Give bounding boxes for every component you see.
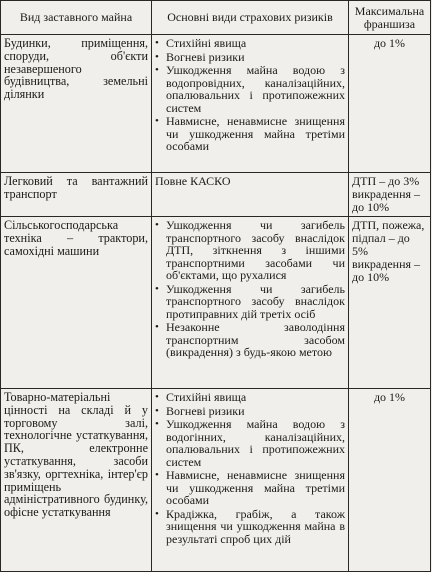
- risk-list: [155, 37, 345, 153]
- risk-text: Навмисне, ненавмисне знищення чи ушкодження майна третіми особами: [166, 468, 345, 507]
- franchise-cell: ДТП, пожежа, підпал – до 5% викрадення – до 10%: [349, 217, 431, 389]
- collateral-type-cell: Будинки, приміщення, споруди, об'єкти незавершеного будівництва, земельні ділянки: [1, 35, 152, 173]
- list-item: [155, 219, 345, 282]
- list-item: [155, 51, 345, 64]
- bullet-icon: •: [155, 50, 159, 63]
- table-row: [1, 389, 431, 572]
- bullet-icon: •: [155, 404, 159, 417]
- bullet-icon: •: [155, 37, 159, 49]
- risk-text: Навмисне, ненавмисне знищення чи ушкодження майна третіми особами: [166, 114, 345, 153]
- list-item: [155, 321, 345, 359]
- bullet-icon: •: [155, 469, 159, 481]
- franchise-cell: до 1%: [349, 389, 431, 572]
- collateral-type-cell: Легковий та вантажний транспорт: [1, 173, 152, 217]
- bullet-icon: •: [155, 507, 159, 520]
- risks-cell: [152, 217, 349, 389]
- risks-cell: [152, 35, 349, 173]
- bullet-icon: •: [155, 321, 159, 333]
- risk-text: Стихійні явища: [166, 390, 247, 404]
- list-item: [155, 37, 345, 50]
- list-item: [155, 283, 345, 321]
- list-item: [155, 64, 345, 114]
- risk-text: Ушкодження майна водою з водопровідних, каналізаційних, опалювальних і протипожежних систем: [166, 63, 345, 115]
- risk-text: Ушкодження майна водою з водогінних, каналізаційних, опалювальних і протипожежних систем: [166, 417, 345, 469]
- collateral-type-cell: Сільськогосподарська техніка – трактори, самохідні машини: [1, 217, 152, 389]
- list-item: [155, 391, 345, 404]
- risk-text: Повне КАСКО: [155, 174, 231, 188]
- header-collateral-type: Вид заставного майна: [1, 1, 152, 35]
- risk-text: Вогневі ризики: [166, 403, 245, 418]
- list-item: [155, 405, 345, 418]
- franchise-cell: ДТП – до 3% викрадення – до 10%: [349, 173, 431, 217]
- risks-cell: [152, 389, 349, 572]
- table-row: [1, 217, 431, 389]
- franchise-cell: до 1%: [349, 35, 431, 173]
- bullet-icon: •: [155, 64, 159, 76]
- bullet-icon: •: [155, 391, 159, 403]
- table-row: [1, 173, 431, 217]
- risk-text: Стихійні явища: [166, 36, 247, 50]
- list-item: [155, 508, 345, 546]
- risk-text: Ушкодження чи загибель транспортного засобу внаслідок ДТП, зіткнення з іншими транспортними засобами чи об'єктами, що рухалися: [166, 218, 345, 282]
- risk-text: Вогневі ризики: [166, 49, 245, 64]
- header-insurance-risks: Основні види страхових ризиків: [152, 1, 349, 35]
- list-item: [155, 418, 345, 468]
- risk-text: Крадіжка, грабіж, а також знищення чи ушкодження майна в результаті спроб цих дій: [166, 506, 345, 546]
- risk-text: Незаконне заволодіння транспортним засобом (викрадення) з будь-якою метою: [166, 320, 345, 359]
- risk-list: [155, 219, 345, 359]
- risk-list: [155, 391, 345, 545]
- risks-cell: [152, 173, 349, 217]
- list-item: [155, 115, 345, 153]
- collateral-type-cell: Товарно-матеріальні цінності на складі й у торговому залі, технологічне устаткування, ПК, електронне устаткування, засоби зв'язку, оргтехніка, інтер'єр приміщень адміністративного будинку, офісне устаткування: [1, 389, 152, 572]
- header-max-franchise: Максимальна франшиза: [349, 1, 431, 35]
- table-header-row: [1, 1, 431, 35]
- table-row: [1, 35, 431, 173]
- bullet-icon: •: [155, 282, 159, 295]
- bullet-icon: •: [155, 219, 159, 231]
- bullet-icon: •: [155, 115, 159, 127]
- risk-text: Ушкодження чи загибель транспортного засобу внаслідок протиправних дій третіх осіб: [166, 281, 345, 321]
- list-item: [155, 469, 345, 507]
- bullet-icon: •: [155, 418, 159, 430]
